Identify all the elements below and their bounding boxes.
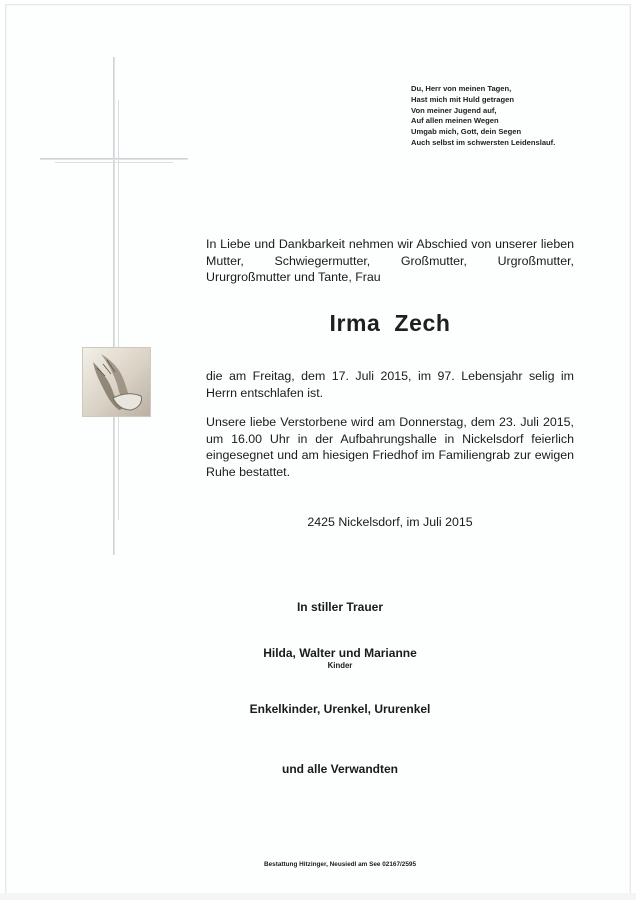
children-names: Hilda, Walter und Marianne [263, 646, 417, 660]
deceased-name [206, 310, 574, 337]
poem-line: Auch selbst im schwersten Leidenslauf. [411, 137, 556, 147]
place-date: 2425 Nickelsdorf, im Juli 2015 [307, 515, 473, 529]
relatives: und alle Verwandten [281, 762, 399, 776]
death-notice: die am Freitag, dem 17. Juli 2015, im 97. Lebensjahr selig im Herrn entschlafen ist. [206, 369, 574, 400]
cross-horizontal-shadow [55, 162, 173, 163]
poem-line: Auf allen meinen Wegen [411, 116, 499, 126]
cross-vertical-beam [113, 57, 115, 555]
cross-vertical-shadow [118, 100, 119, 520]
mourning-heading: In stiller Trauer [296, 600, 384, 614]
poem [411, 84, 611, 149]
grandchildren: Enkelkinder, Urenkel, Ururenkel [249, 702, 431, 716]
page-edge [0, 893, 636, 900]
cross-horizontal-beam [40, 158, 188, 160]
poem-line: Von meiner Jugend auf, [411, 105, 497, 115]
praying-hands-icon [82, 347, 151, 417]
poem-line: Hast mich mit Huld getragen [411, 94, 514, 104]
poem-line: Du, Herr von meinen Tagen, [411, 84, 512, 93]
intro-text: In Liebe und Dankbarkeit nehmen wir Abschied von unserer lieben Mutter, Schwiegermutter, Großmutter, Urgroßmutter, Ururgroßmutter und Tante, Frau [206, 237, 574, 285]
undertaker-line: Bestattung Hitzinger, Neusiedl am See 02167/2595 [263, 861, 417, 868]
funeral-notice: Unsere liebe Verstorbene wird am Donnerstag, dem 23. Juli 2015, um 16.00 Uhr in der Aufbahrungshalle in Nickelsdorf feierlich eingesegnet und am hiesigen Friedhof im Familiengrab zur ewigen Ruhe bestattet. [206, 415, 574, 479]
poem-line: Umgab mich, Gott, dein Segen [411, 127, 522, 137]
deceased-name-text: Irma Zech [329, 310, 451, 336]
children-role: Kinder [327, 661, 353, 670]
